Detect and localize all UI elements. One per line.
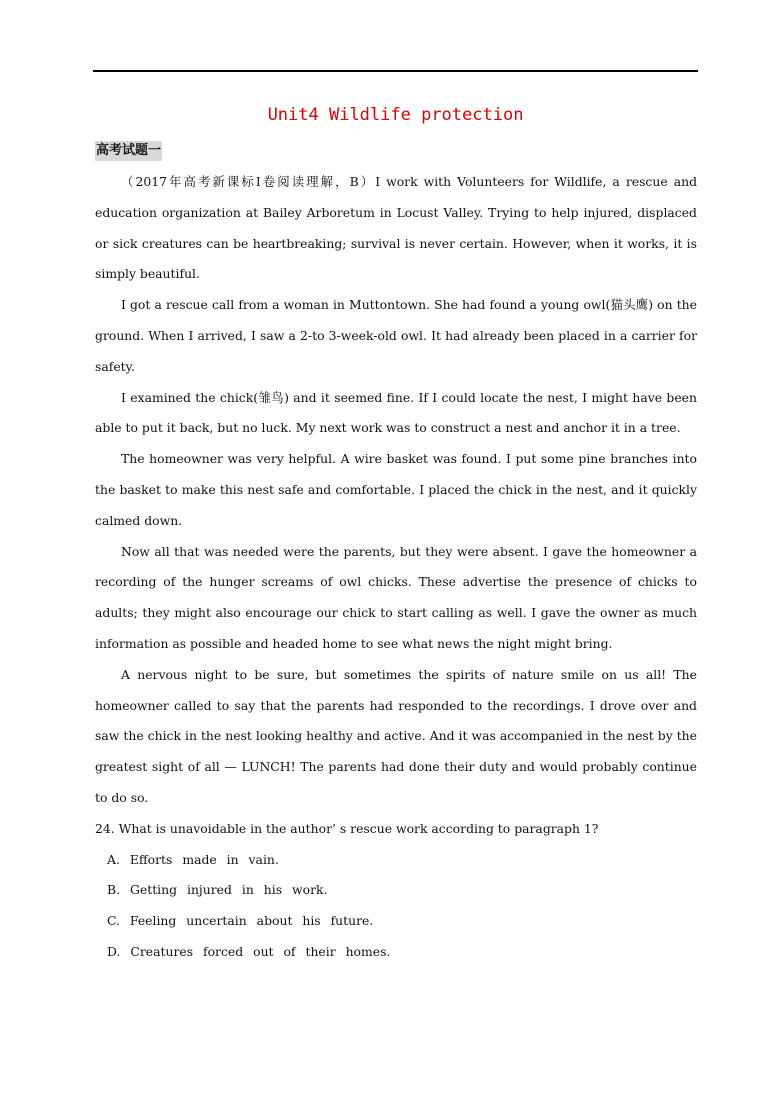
section-label: 高考试题一	[95, 141, 162, 161]
paragraph-4: The homeowner was very helpful. A wire basket was found. I put some pine branches into the basket to make this nest safe and comfortable. I placed the chick in the nest, and it quickly calmed down.	[95, 451, 697, 528]
paragraph-6: A nervous night to be sure, but sometimes the spirits of nature smile on us all! The homeowner called to say that the parents had responded to the recordings. I drove over and saw the chick in the nest looking healthy and active. And it was accompanied in the nest by the greatest sight of all — LUNCH! The parents had done their duty and would probably continue to do so.	[95, 666, 697, 805]
question-24: 24. What is unavoidable in the author’ s rescue work according to paragraph 1?	[95, 820, 599, 836]
answer-options	[95, 845, 697, 968]
paragraph-5: Now all that was needed were the parents, but they were absent. I gave the homeowner a recording of the hunger screams of owl chicks. These advertise the presence of chicks to adults; they might also encourage our chick to start calling as well. I gave the owner as much information as possible and headed home to see what news the night might bring.	[95, 543, 697, 651]
paragraph-3: I examined the chick(雏鸟) and it seemed fine. If I could locate the nest, I might have been able to put it back, but no luck. My next work was to construct a nest and anchor it in a tree.	[95, 389, 697, 436]
option-b: B. Getting injured in his work.	[107, 882, 328, 898]
header-rule	[93, 70, 698, 72]
article-body	[95, 167, 697, 968]
option-a: A. Efforts made in vain.	[107, 851, 279, 867]
paragraph-2: I got a rescue call from a woman in Muttontown. She had found a young owl(猫头鹰) on the ground. When I arrived, I saw a 2-to 3-week-old owl. It had already been placed in a carrier for safety.	[95, 297, 697, 374]
option-c: C. Feeling uncertain about his future.	[107, 913, 374, 929]
paragraph-1: （2017年高考新课标Ⅰ卷阅读理解，B）I work with Volunteers for Wildlife, a rescue and education organization at Bailey Arboretum in Locust Valley. Trying to help injured, displaced or sick creatures can be heartbreaking; survival is never certain. However, when it works, it is simply beautiful.	[95, 174, 697, 282]
option-d: D. Creatures forced out of their homes.	[107, 943, 391, 959]
page-title: Unit4 Wildlife protection	[267, 105, 524, 125]
